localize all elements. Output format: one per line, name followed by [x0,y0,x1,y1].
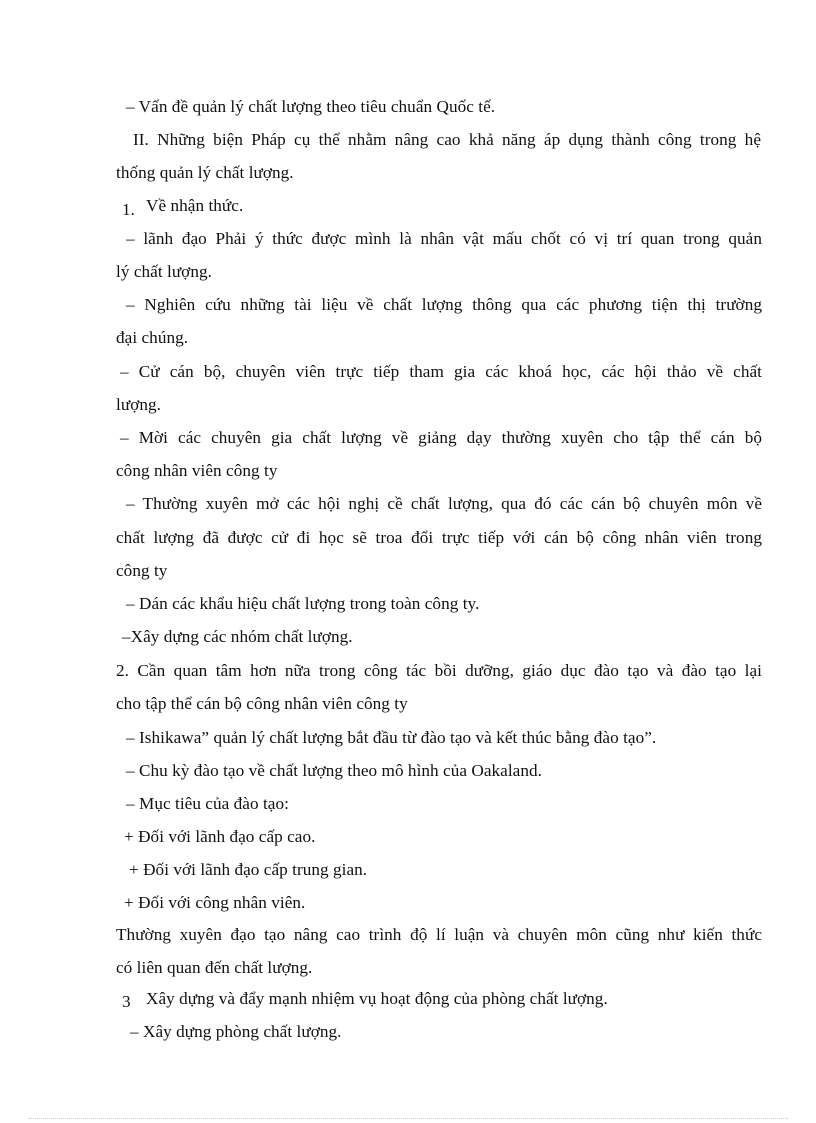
item-number: 3 [122,992,131,1011]
text-line: – Vấn đề quản lý chất lượng theo tiêu chuẩn Quốc tế. [126,97,496,116]
text-line: đại chúng. [116,328,189,347]
text-line: công nhân viên công ty [116,461,278,480]
sub-item: + Đối với lãnh đạo cấp cao. [124,827,316,846]
text-line: – Ishikawa” quản lý chất lượng bắt đầu từ đào tạo và kết thúc bằng đào tạo”. [126,728,657,747]
text-line: lượng. [116,395,161,414]
text-line: – Nghiên cứu những tài liệu về chất lượng thông qua các phương tiện thị trường [126,295,762,314]
text-line: – Xây dựng phòng chất lượng. [130,1022,342,1041]
section-heading-continued: thống quản lý chất lượng. [116,163,294,182]
text-line: – lãnh đạo Phải ý thức được mình là nhân vật mấu chốt có vị trí quan trong quản [126,229,762,248]
sub-item: + Đối với lãnh đạo cấp trung gian. [129,860,368,879]
text-line: – Chu kỳ đào tạo về chất lượng theo mô hình của Oakaland. [126,761,542,780]
section-heading: II. Những biện Pháp cụ thể nhằm nâng cao khả năng áp dụng thành công trong hệ [133,130,761,149]
text-line: – Dán các khẩu hiệu chất lượng trong toàn công ty. [126,594,480,613]
text-line: – Thường xuyên mở các hội nghị cề chất lượng, qua đó các cán bộ chuyên môn về [126,494,762,513]
text-line: cho tập thể cán bộ công nhân viên công ty [116,694,408,713]
text-line: – Cử cán bộ, chuyên viên trực tiếp tham gia các khoá học, các hội thảo về chất [120,362,762,381]
text-line: –Xây dựng các nhóm chất lượng. [122,627,353,646]
item-heading: Xây dựng và đẩy mạnh nhiệm vụ hoạt động của phòng chất lượng. [146,989,608,1008]
numbered-item: 2. Cần quan tâm hơn nữa trong công tác bồi dưỡng, giáo dục đào tạo và đào tạo lại [116,661,762,680]
page-bottom-divider [28,1118,788,1119]
text-line: Thường xuyên đạo tạo nâng cao trình độ lí luận và chuyên môn cũng như kiến thức [116,925,762,944]
text-line: công ty [116,561,168,580]
text-line: – Mục tiêu của đào tạo: [126,794,289,813]
item-heading: Về nhận thức. [146,196,244,215]
sub-item: + Đối với công nhân viên. [124,893,306,912]
text-line: – Mời các chuyên gia chất lượng về giảng dạy thường xuyên cho tập thể cán bộ [120,428,762,447]
text-line: lý chất lượng. [116,262,212,281]
text-line: có liên quan đến chất lượng. [116,958,313,977]
text-line: chất lượng đã được cử đi học sẽ troa đổi trực tiếp với cán bộ công nhân viên trong [116,528,762,547]
item-number: 1. [122,200,135,219]
